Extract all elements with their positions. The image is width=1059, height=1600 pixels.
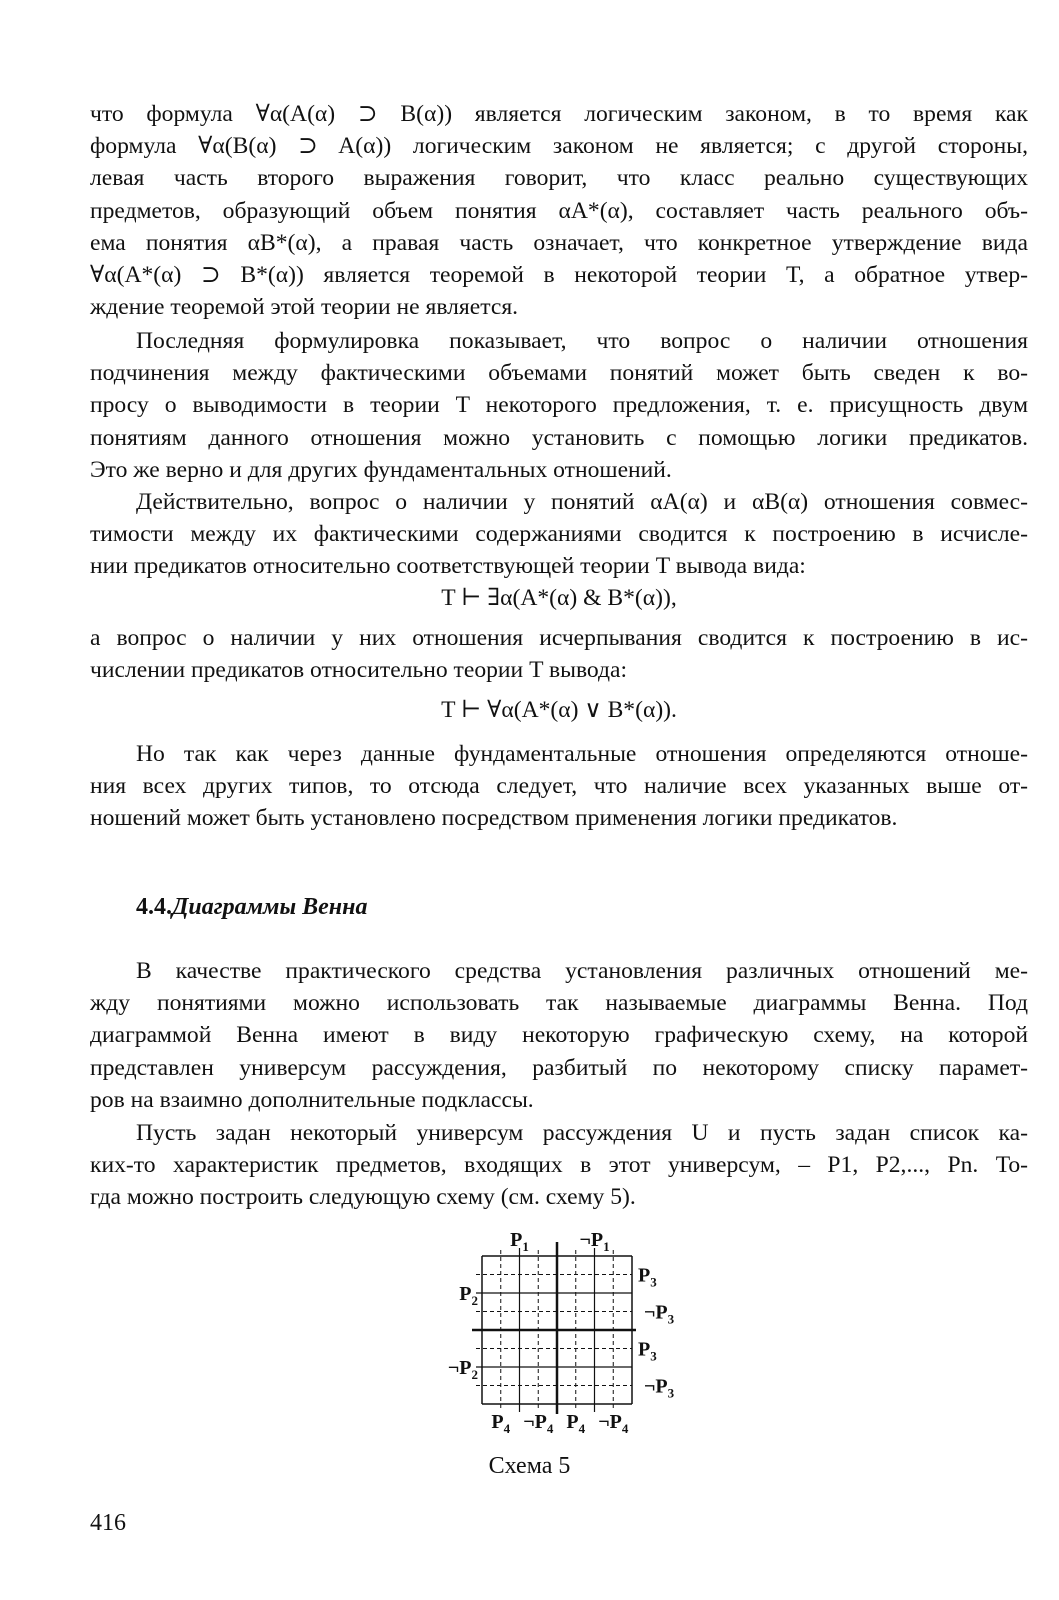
text-line: В качестве практического средства установления различных отношений ме- <box>136 958 1028 984</box>
formula-exhaustion: T ⊢ ∀α(A*(α) ∨ B*(α)). <box>441 697 677 723</box>
label-not-p2: $\neg P_2$ <box>447 1357 478 1382</box>
text-line: просу о выводимости в теории T некоторого предложения, т. е. присущность двум <box>90 392 1028 419</box>
paragraph-2 <box>90 325 1028 486</box>
label-not-p3: $\neg P_3$ <box>644 1375 675 1401</box>
text-line: понятиям данного отношения можно установить с помощью логики предикатов. <box>90 424 1028 451</box>
paragraph-5 <box>90 738 1028 835</box>
text-line: ∀α(A*(α) ⊃ B*(α)) является теоремой в некоторой теории T, а обратное утвер- <box>90 262 1028 289</box>
text-line: Действительно, вопрос о наличии у понятий αA(α) и αB(α) отношения совмес- <box>136 489 1028 515</box>
label-p2: $P_2$ <box>459 1283 478 1308</box>
paragraph-4 <box>90 622 1028 686</box>
text-line: диаграммой Венна имеют в виду некоторую графическую схему, на которой <box>90 1022 1028 1049</box>
page-number: 416 <box>90 1510 126 1536</box>
venn-scheme-diagram <box>400 1218 700 1440</box>
label-p3: $P_3$ <box>638 1264 657 1290</box>
text-line: подчинения между фактическими объемами понятий может быть сведен к во- <box>90 360 1028 387</box>
label-p3: $P_3$ <box>638 1338 657 1364</box>
text-line: ких-то характеристик предметов, входящих в этот универсум, – P1, P2,..., Pn. То- <box>90 1152 1028 1179</box>
text-line: ема понятия αB*(α), а правая часть означает, что конкретное утверждение вида <box>90 229 1028 256</box>
section-title: Диаграммы Венна <box>172 894 368 920</box>
text-line: ния всех других типов, то отсюда следует, что наличие всех указанных выше от- <box>90 773 1028 800</box>
text-line: Последняя формулировка показывает, что вопрос о наличии отношения <box>136 328 1028 354</box>
text-line: представлен универсум рассуждения, разбитый по некоторому списку парамет- <box>90 1054 1028 1081</box>
label-not-p1: $\neg P_1$ <box>579 1229 610 1254</box>
venn-grid <box>472 1242 636 1414</box>
text-line: предметов, образующий объем понятия αA*(α), составляет часть реального объ- <box>90 197 1028 224</box>
text-line: ношений может быть установлено посредством применения логики предикатов. <box>90 805 898 832</box>
text-line: формула ∀α(B(α) ⊃ A(α)) логическим законом не является; с другой стороны, <box>90 133 1028 160</box>
label-p1: $P_1$ <box>510 1229 529 1254</box>
text-line: жду понятиями можно использовать так называемые диаграммы Венна. Под <box>90 990 1028 1017</box>
text-line: Это же верно и для других фундаментальных отношений. <box>90 456 672 483</box>
label-not-p4: $\neg P_4$ <box>523 1411 554 1436</box>
label-not-p4: $\neg P_4$ <box>598 1411 629 1436</box>
label-not-p3: $\neg P_3$ <box>644 1301 675 1327</box>
text-line: гда можно построить следующую схему (см. схему 5). <box>90 1184 636 1211</box>
text-line: числении предикатов относительно теории T вывода: <box>90 657 628 684</box>
text-line: ров на взаимно дополнительные подклассы. <box>90 1086 534 1113</box>
text-line: тимости между их фактическими содержаниями сводится к построению в исчисле- <box>90 521 1028 548</box>
paragraph-6 <box>90 955 1028 1116</box>
paragraph-7 <box>90 1117 1028 1214</box>
formula-compatibility: T ⊢ ∃α(A*(α) & B*(α)), <box>441 585 677 611</box>
label-p4: $P_4$ <box>491 1411 511 1436</box>
section-heading <box>136 894 367 921</box>
text-line: что формула ∀α(A(α) ⊃ B(α)) является логическим законом, в то время как <box>90 101 1028 127</box>
text-line: а вопрос о наличии у них отношения исчерпывания сводится к построению в ис- <box>90 625 1028 651</box>
text-line: левая часть второго выражения говорит, что класс реально существующих <box>90 165 1028 192</box>
text-line: ждение теоремой этой теории не является. <box>90 294 519 321</box>
text-line: Но так как через данные фундаментальные отношения определяются отноше- <box>136 741 1028 767</box>
label-p4: $P_4$ <box>566 1411 586 1436</box>
paragraph-1 <box>90 98 1028 323</box>
scheme-caption: Схема 5 <box>488 1453 571 1479</box>
text-line: нии предикатов относительно соответствующей теории T вывода вида: <box>90 553 806 580</box>
text-line: Пусть задан некоторый универсум рассуждения U и пусть задан список ка- <box>136 1120 1028 1146</box>
paragraph-3 <box>90 486 1028 583</box>
section-number: 4.4. <box>136 894 172 920</box>
